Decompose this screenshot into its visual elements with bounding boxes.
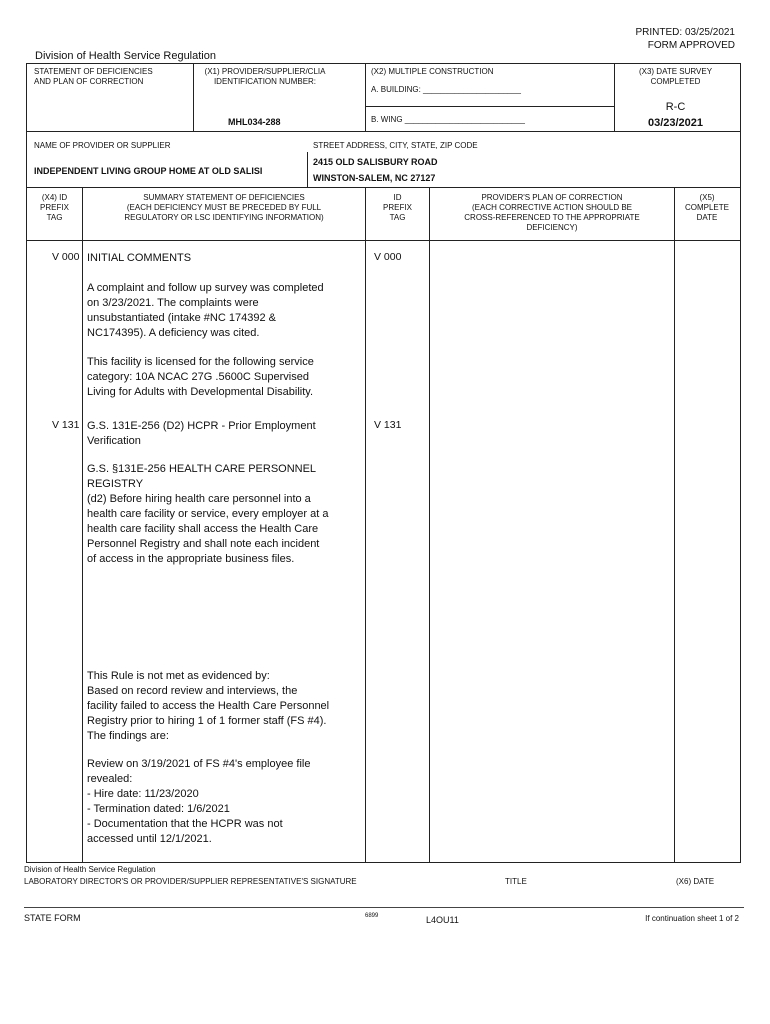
building-label: A. BUILDING: ______________________ bbox=[371, 85, 521, 94]
title-label: TITLE bbox=[505, 877, 527, 886]
col-divider-4 bbox=[674, 187, 675, 862]
x4-header: (X4) ID PREFIX TAG bbox=[40, 193, 69, 222]
tag-v131-right: V 131 bbox=[374, 419, 402, 431]
form-code: 6899 bbox=[365, 913, 379, 919]
x3-label: (X3) DATE SURVEY COMPLETED bbox=[638, 67, 713, 86]
paragraph-review: Review on 3/19/2021 of FS #4's employee file revealed: - Hire date: 11/23/2020 - Termination dated: 1/6/2021 - Documentation that the HCPR was not accessed until 12/1/2021. bbox=[87, 758, 311, 845]
paragraph-registry: G.S. §131E-256 HEALTH CARE PERSONNEL REGISTRY (d2) Before hiring health care personnel into a health care facility or service, every employer at a health care facility shall access the Health Care Personnel Registry and shall note each incident of access in the appropriate business files. bbox=[87, 463, 329, 565]
x6-date-label: (X6) DATE bbox=[676, 877, 715, 886]
tag-v000: V 000 bbox=[52, 251, 80, 263]
tag-v000-right: V 000 bbox=[374, 251, 402, 263]
statement-label: STATEMENT OF DEFICIENCIES AND PLAN OF CORRECTION bbox=[34, 67, 153, 86]
divider-x1 bbox=[193, 63, 194, 131]
provider-id: MHL034-288 bbox=[228, 117, 281, 127]
footer-division: Division of Health Service Regulation bbox=[24, 865, 156, 874]
division-title: Division of Health Service Regulation bbox=[35, 50, 216, 62]
paragraph-license: This facility is licensed for the following service category: 10A NCAC 27G .5600C Supervised Living for Adults with Developmental Disability. bbox=[87, 356, 314, 398]
form-approved-text: FORM APPROVED bbox=[647, 40, 735, 51]
col-divider-1 bbox=[82, 187, 83, 862]
printed-text: PRINTED: 03/25/2021 bbox=[635, 27, 735, 38]
signature-label: LABORATORY DIRECTOR'S OR PROVIDER/SUPPLIER REPRESENTATIVE'S SIGNATURE bbox=[24, 877, 357, 886]
row2-bottom bbox=[26, 187, 741, 188]
plan-header: PROVIDER'S PLAN OF CORRECTION (EACH CORRECTIVE ACTION SHOULD BE CROSS-REFERENCED TO THE APPROPRIATE DEFICIENCY) bbox=[464, 193, 640, 232]
x2-label: (X2) MULTIPLE CONSTRUCTION bbox=[371, 67, 494, 76]
summary-header: SUMMARY STATEMENT OF DEFICIENCIES (EACH DEFICIENCY MUST BE PRECEDED BY FULL REGULATORY OR LSC IDENTIFYING INFORMATION) bbox=[124, 193, 324, 222]
row3-bottom bbox=[26, 240, 741, 241]
continuation-note: If continuation sheet 1 of 2 bbox=[645, 914, 739, 923]
x1-label: (X1) PROVIDER/SUPPLIER/CLIA IDENTIFICATION NUMBER: bbox=[204, 67, 326, 86]
event-id: L4OU11 bbox=[426, 915, 459, 925]
frame-top bbox=[26, 63, 741, 64]
address-line1: 2415 OLD SALISBURY ROAD bbox=[313, 157, 438, 167]
frame-bottom bbox=[26, 862, 741, 863]
footer-rule bbox=[24, 907, 744, 908]
address-label: STREET ADDRESS, CITY, STATE, ZIP CODE bbox=[313, 141, 478, 150]
initial-comments-title: INITIAL COMMENTS bbox=[87, 252, 192, 264]
divider-x2 bbox=[365, 63, 366, 131]
survey-date: 03/23/2021 bbox=[647, 117, 704, 129]
wing-label: B. WING ___________________________ bbox=[371, 115, 525, 124]
row1-bottom bbox=[26, 131, 741, 132]
divider-x3 bbox=[614, 63, 615, 131]
frame-right bbox=[740, 63, 741, 863]
x5-header: (X5) COMPLETE DATE bbox=[684, 193, 729, 222]
v131-title: G.S. 131E-256 (D2) HCPR - Prior Employment Verification bbox=[87, 420, 316, 447]
tag-v131: V 131 bbox=[52, 419, 80, 431]
paragraph-complaint: A complaint and follow up survey was completed on 3/23/2021. The complaints were unsubstantiated (intake #NC 174392 & NC174395). A deficiency was cited. bbox=[87, 282, 324, 339]
id-header: ID PREFIX TAG bbox=[383, 193, 412, 222]
survey-code: R-C bbox=[665, 101, 686, 113]
paragraph-rule-not-met: This Rule is not met as evidenced by: Based on record review and interviews, the facility failed to access the Health Care Personnel Registry prior to hiring 1 of 1 former staff (FS #4). The findings are: bbox=[87, 670, 330, 742]
printed-date bbox=[636, 26, 736, 52]
state-form-label: STATE FORM bbox=[24, 913, 81, 923]
col-divider-2 bbox=[365, 187, 366, 862]
col-divider-3 bbox=[429, 187, 430, 862]
divider-address bbox=[307, 152, 308, 187]
address-line2: WINSTON-SALEM, NC 27127 bbox=[313, 173, 436, 183]
frame-left bbox=[26, 63, 27, 863]
building-divider bbox=[365, 106, 615, 107]
provider-name: INDEPENDENT LIVING GROUP HOME AT OLD SALISI bbox=[34, 166, 263, 176]
provider-name-label: NAME OF PROVIDER OR SUPPLIER bbox=[34, 141, 171, 150]
